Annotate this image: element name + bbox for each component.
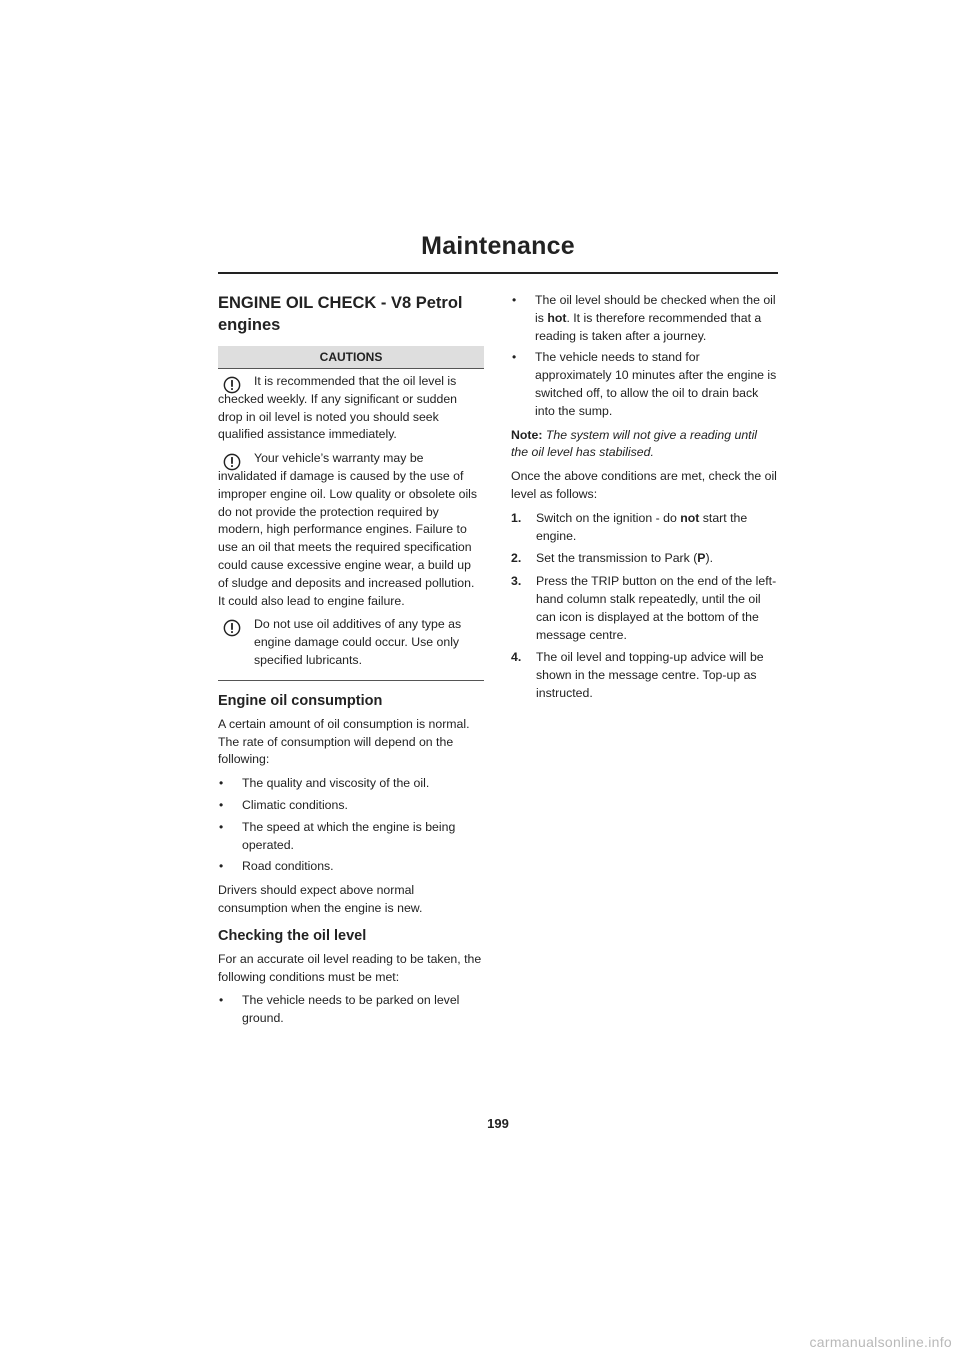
step-number: 4. — [511, 650, 522, 665]
caution-item — [218, 450, 484, 610]
left-column — [218, 290, 484, 1034]
bullet-text-post: . It is therefore recommended that a reading is taken after a journey. — [535, 310, 762, 343]
consumption-outro: Drivers should expect above normal consumption when the engine is new. — [218, 883, 423, 915]
conditions-met-text: Once the above conditions are met, check the oil level as follows: — [511, 469, 777, 501]
caution-icon — [223, 376, 241, 394]
section-title-line1: ENGINE OIL CHECK - V8 Petrol — [218, 294, 463, 312]
note-label: Note: — [511, 427, 543, 442]
consumption-intro: A certain amount of oil consumption is normal. The rate of consumption will depend on the following: — [218, 716, 470, 767]
list-item: • The speed at which the engine is being operated. — [218, 819, 484, 855]
note — [511, 427, 777, 463]
list-item: • Climatic conditions. — [218, 797, 484, 815]
consumption-heading: Engine oil consumption — [218, 692, 383, 709]
watermark: carmanualsonline.info — [809, 1334, 952, 1350]
section-title-line2: engines — [218, 316, 281, 334]
caution-text: Do not use oil additives of any type as engine damage could occur. Use only specified lubricants. — [254, 617, 462, 667]
caution-text: It is recommended that the oil level is checked weekly. If any significant or sudden drop in oil level is noted you should seek qualified assistance immediately. — [218, 374, 458, 442]
list-item: • The quality and viscosity of the oil. — [218, 775, 484, 793]
page-header — [218, 232, 778, 261]
caution-text: Your vehicle’s warranty may be invalidated if damage is caused by the use of improper engine oil. Low quality or obsolete oils do not provide the protection required by modern, high performance engines. Failure to use an oil that meets the required specification could cause excessive engine wear, a build up of sludge and deposits and increased pollution. It could also lead to engine failure. — [218, 451, 478, 608]
step-text-bold: P — [697, 551, 706, 566]
step-text-post: start the engine. — [536, 510, 748, 543]
list-item: • The vehicle needs to stand for approximately 10 minutes after the engine is switched off, to allow the oil to drain back into the sump. — [511, 349, 777, 420]
step-text-pre: Set the transmission to Park ( — [536, 551, 698, 566]
step-text-pre: Switch on the ignition - do — [536, 510, 681, 525]
checking-list-part1 — [218, 992, 484, 1028]
checking-list-part2 — [511, 292, 777, 421]
step-item — [511, 649, 777, 702]
step-text: The oil level and topping-up advice will be shown in the message centre. Top-up as instructed. — [536, 650, 764, 700]
bullet-text-pre: The oil level should be checked when the oil is — [535, 293, 776, 325]
step-item — [511, 550, 777, 568]
consumption-list — [218, 775, 484, 876]
step-item — [511, 573, 777, 644]
note-text: The system will not give a reading until the oil level has stabilised. — [511, 427, 758, 460]
caution-icon — [223, 453, 241, 471]
page-number: 199 — [487, 1116, 509, 1131]
checking-intro: For an accurate oil level reading to be taken, the following conditions must be met: — [218, 951, 482, 984]
cautions-heading: CAUTIONS — [218, 346, 484, 369]
step-number: 2. — [511, 551, 522, 566]
list-item: • The vehicle needs to be parked on level ground. — [218, 992, 484, 1028]
step-number: 1. — [511, 510, 522, 525]
right-column — [511, 292, 777, 708]
caution-icon — [223, 619, 241, 637]
step-text-bold: not — [680, 510, 700, 525]
step-item — [511, 510, 777, 546]
list-item — [511, 292, 777, 345]
steps-list — [511, 510, 777, 703]
section-title — [218, 292, 484, 336]
list-item: • Road conditions. — [218, 858, 484, 876]
step-number: 3. — [511, 574, 522, 589]
caution-item — [218, 616, 484, 669]
cautions-box — [218, 346, 484, 681]
page-title: Maintenance — [421, 232, 575, 260]
checking-heading: Checking the oil level — [218, 927, 367, 944]
step-text-post: ). — [705, 551, 714, 566]
bullet-text-bold: hot — [547, 310, 567, 325]
caution-item — [218, 373, 484, 444]
step-text: Press the TRIP button on the end of the left-hand column stalk repeatedly, until the oil can icon is displayed at the bottom of the message centre. — [536, 574, 777, 642]
header-rule — [218, 272, 778, 274]
